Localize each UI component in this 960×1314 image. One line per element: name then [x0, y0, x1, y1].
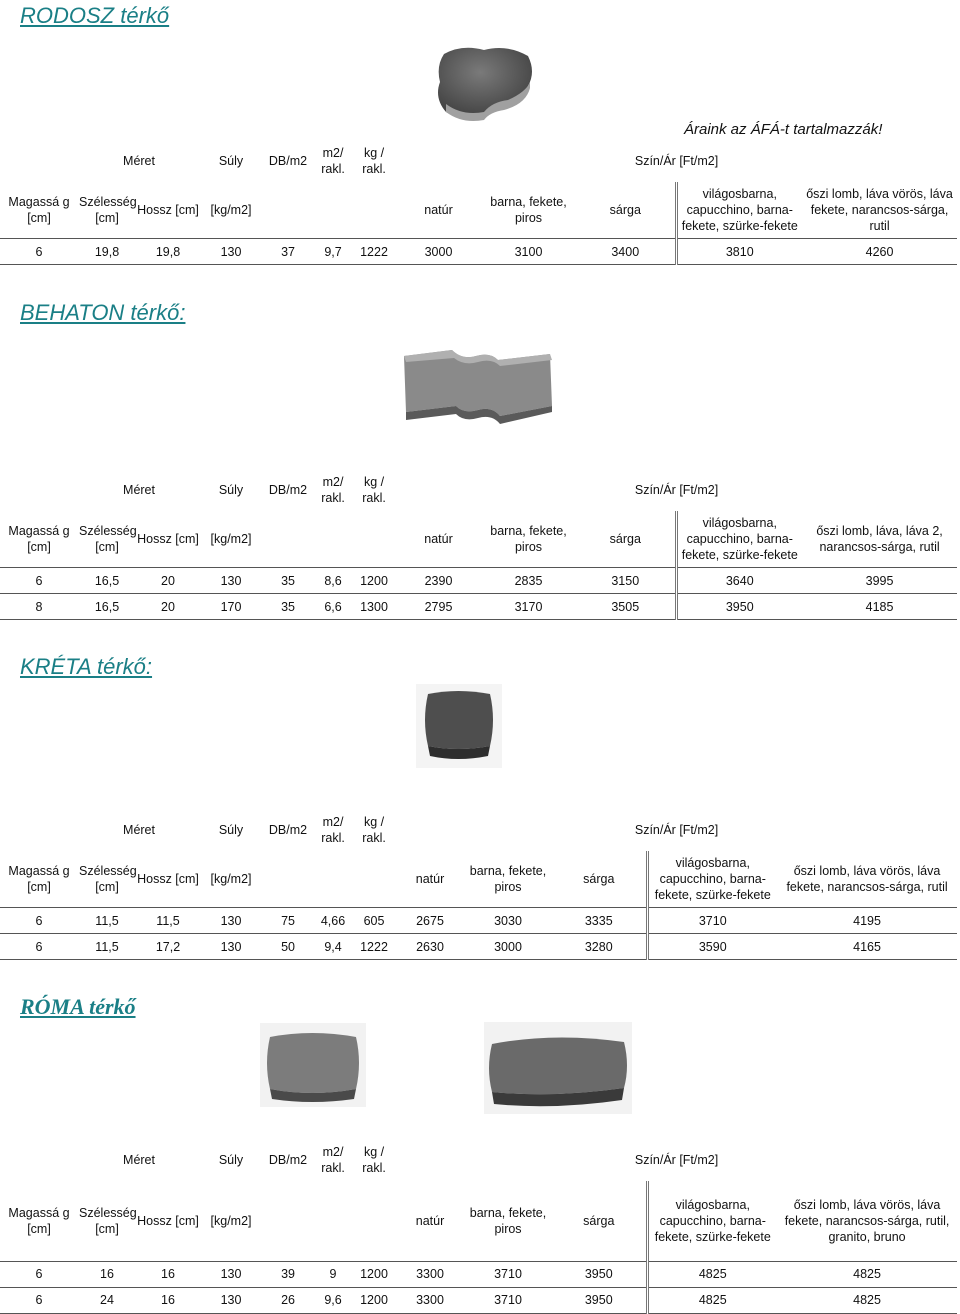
cell: 16 [136, 1261, 200, 1287]
header-db-m2: DB/m2 [268, 1153, 308, 1167]
header-m2-rakl: m2/ rakl. [321, 1145, 345, 1175]
cell: 16 [136, 1287, 200, 1313]
header-natur: natúr [424, 532, 453, 546]
price-table-behaton [0, 469, 957, 620]
cell: 3280 [552, 934, 647, 960]
header-szin-ar: Szín/Ár [Ft/m2] [634, 1153, 719, 1167]
cell: 11,5 [136, 908, 200, 934]
header-suly: Súly [218, 1153, 244, 1167]
header-kg-m2: [kg/m2] [210, 1213, 252, 1228]
cell: 1222 [352, 934, 396, 960]
header-vilagos: világosbarna, capucchino, barna-fekete, szürke-fekete [647, 1181, 777, 1261]
price-table-roma [0, 1139, 957, 1314]
cell: 16,5 [78, 594, 136, 620]
cell: 6 [0, 908, 78, 934]
cell: 3710 [464, 1261, 552, 1287]
header-hossz: Hossz [cm] [137, 1213, 199, 1228]
cell: 3300 [396, 1287, 464, 1313]
cell: 3100 [481, 239, 576, 265]
header-kg-m2: [kg/m2] [210, 872, 252, 886]
cell: 3150 [576, 568, 676, 594]
cell: 4260 [802, 239, 957, 265]
roma-paver-image-small [260, 1023, 366, 1107]
cell: 4825 [777, 1287, 957, 1313]
cell: 3170 [481, 594, 576, 620]
cell: 6 [0, 239, 78, 265]
header-natur: natúr [424, 203, 453, 217]
header-szelesseg: Szélesség [cm] [79, 1205, 137, 1236]
cell: 9 [314, 1261, 352, 1287]
section-title-kreta: KRÉTA térkő: [20, 654, 153, 679]
cell: 3950 [552, 1261, 647, 1287]
table-row [0, 1261, 957, 1287]
section-title-roma: RÓMA térkő [20, 994, 136, 1019]
header-vilagos: világosbarna, capucchino, barna-fekete, szürke-fekete [676, 182, 802, 239]
cell: 1300 [352, 594, 396, 620]
rodosz-paver-image [432, 42, 538, 122]
cell: 50 [262, 934, 314, 960]
header-last-color: őszi lomb, láva vörös, láva fekete, narancsos-sárga, rutil [806, 187, 953, 233]
cell: 2795 [396, 594, 481, 620]
header-szin-ar: Szín/Ár [Ft/m2] [634, 823, 719, 837]
header-hossz: Hossz [cm] [137, 532, 199, 546]
cell: 3000 [396, 239, 481, 265]
cell: 130 [200, 1261, 262, 1287]
price-table-rodosz [0, 140, 957, 265]
header-barna: barna, fekete, piros [490, 195, 567, 225]
price-table-kreta [0, 809, 957, 960]
header-hossz: Hossz [cm] [137, 203, 199, 217]
header-magassag: Magassá g [cm] [8, 864, 70, 894]
cell: 3950 [552, 1287, 647, 1313]
header-db-m2: DB/m2 [268, 823, 308, 837]
header-szelesseg: Szélesség [cm] [79, 195, 137, 225]
header-suly: Súly [218, 154, 244, 168]
cell: 6 [0, 568, 78, 594]
header-natur: natúr [415, 872, 445, 886]
cell: 3810 [676, 239, 802, 265]
section-title-rodosz: RODOSZ térkő [20, 3, 170, 28]
cell: 16 [78, 1261, 136, 1287]
header-sarga: sárga [583, 872, 615, 886]
cell: 4825 [647, 1287, 777, 1313]
kreta-paver-image [416, 684, 502, 768]
cell: 2835 [481, 568, 576, 594]
table-row [0, 594, 957, 620]
cell: 3030 [464, 908, 552, 934]
header-hossz: Hossz [cm] [137, 872, 199, 886]
cell: 2675 [396, 908, 464, 934]
cell: 6 [0, 1261, 78, 1287]
cell: 1200 [352, 1287, 396, 1313]
header-meret: Méret [123, 1153, 155, 1167]
header-szelesseg: Szélesség [cm] [79, 524, 137, 554]
header-barna: barna, fekete, piros [469, 1205, 547, 1236]
section-title-behaton: BEHATON térkő: [20, 300, 186, 325]
cell: 75 [262, 908, 314, 934]
cell: 35 [262, 594, 314, 620]
cell: 3995 [802, 568, 957, 594]
cell: 2390 [396, 568, 481, 594]
cell: 130 [200, 934, 262, 960]
header-magassag: Magassá g [cm] [8, 524, 70, 554]
header-barna: barna, fekete, piros [469, 864, 547, 894]
header-sarga: sárga [609, 532, 641, 546]
cell: 130 [200, 239, 262, 265]
header-meret: Méret [123, 154, 155, 168]
table-row [0, 908, 957, 934]
header-szin-ar: Szín/Ár [Ft/m2] [634, 154, 719, 168]
table-row [0, 239, 957, 265]
header-sarga: sárga [609, 203, 641, 217]
cell: 9,7 [314, 239, 352, 265]
header-vilagos: világosbarna, capucchino, barna-fekete, szürke-fekete [676, 511, 802, 568]
behaton-paver-image [400, 346, 556, 430]
header-kg-m2: [kg/m2] [210, 203, 252, 217]
header-suly: Súly [218, 483, 244, 497]
cell: 1222 [352, 239, 396, 265]
header-meret: Méret [123, 823, 155, 837]
cell: 3505 [576, 594, 676, 620]
cell: 8,6 [314, 568, 352, 594]
vat-notice: Áraink az ÁFÁ-t tartalmazzák! [684, 121, 883, 138]
header-barna: barna, fekete, piros [490, 524, 567, 554]
header-db-m2: DB/m2 [268, 483, 308, 497]
header-last-color: őszi lomb, láva vörös, láva fekete, narancsos-sárga, rutil [786, 864, 948, 894]
header-kg-rakl: kg / rakl. [362, 146, 386, 176]
cell: 11,5 [78, 908, 136, 934]
header-kg-rakl: kg / rakl. [362, 1145, 386, 1175]
cell: 4165 [777, 934, 957, 960]
cell: 37 [262, 239, 314, 265]
cell: 3710 [464, 1287, 552, 1313]
cell: 4825 [777, 1261, 957, 1287]
header-m2-rakl: m2/ rakl. [321, 815, 345, 845]
header-magassag: Magassá g [cm] [8, 195, 70, 225]
header-last-color: őszi lomb, láva vörös, láva fekete, narancsos-sárga, rutil, granito, bruno [784, 1197, 950, 1244]
header-last-color: őszi lomb, láva, láva 2, narancsos-sárga, rutil [816, 524, 943, 554]
header-vilagos: világosbarna, capucchino, barna-fekete, szürke-fekete [647, 851, 777, 908]
header-suly: Súly [218, 823, 244, 837]
cell: 2630 [396, 934, 464, 960]
cell: 130 [200, 568, 262, 594]
cell: 35 [262, 568, 314, 594]
header-kg-rakl: kg / rakl. [362, 475, 386, 505]
cell: 9,6 [314, 1287, 352, 1313]
cell: 170 [200, 594, 262, 620]
cell: 4195 [777, 908, 957, 934]
cell: 8 [0, 594, 78, 620]
cell: 24 [78, 1287, 136, 1313]
cell: 26 [262, 1287, 314, 1313]
table-row [0, 1287, 957, 1313]
cell: 20 [136, 568, 200, 594]
cell: 3640 [676, 568, 802, 594]
header-m2-rakl: m2/ rakl. [321, 475, 345, 505]
cell: 17,2 [136, 934, 200, 960]
header-szin-ar: Szín/Ár [Ft/m2] [634, 483, 719, 497]
table-row [0, 934, 957, 960]
cell: 39 [262, 1261, 314, 1287]
cell: 4,66 [314, 908, 352, 934]
cell: 20 [136, 594, 200, 620]
roma-paver-image-large [484, 1022, 632, 1114]
header-meret: Méret [123, 483, 155, 497]
header-magassag: Magassá g [cm] [8, 1205, 70, 1236]
cell: 3300 [396, 1261, 464, 1287]
cell: 1200 [352, 1261, 396, 1287]
cell: 6 [0, 1287, 78, 1313]
cell: 16,5 [78, 568, 136, 594]
header-kg-m2: [kg/m2] [210, 532, 252, 546]
cell: 3710 [647, 908, 777, 934]
header-m2-rakl: m2/ rakl. [321, 146, 345, 176]
cell: 130 [200, 908, 262, 934]
table-row [0, 568, 957, 594]
cell: 4185 [802, 594, 957, 620]
header-szelesseg: Szélesség [cm] [79, 864, 137, 894]
header-kg-rakl: kg / rakl. [362, 815, 386, 845]
cell: 6,6 [314, 594, 352, 620]
cell: 4825 [647, 1261, 777, 1287]
cell: 605 [352, 908, 396, 934]
header-sarga: sárga [583, 1213, 615, 1228]
header-db-m2: DB/m2 [268, 154, 308, 168]
cell: 3590 [647, 934, 777, 960]
cell: 3950 [676, 594, 802, 620]
cell: 19,8 [78, 239, 136, 265]
cell: 130 [200, 1287, 262, 1313]
cell: 19,8 [136, 239, 200, 265]
header-natur: natúr [415, 1213, 445, 1228]
cell: 11,5 [78, 934, 136, 960]
cell: 6 [0, 934, 78, 960]
cell: 1200 [352, 568, 396, 594]
cell: 3400 [576, 239, 676, 265]
cell: 9,4 [314, 934, 352, 960]
cell: 3335 [552, 908, 647, 934]
cell: 3000 [464, 934, 552, 960]
